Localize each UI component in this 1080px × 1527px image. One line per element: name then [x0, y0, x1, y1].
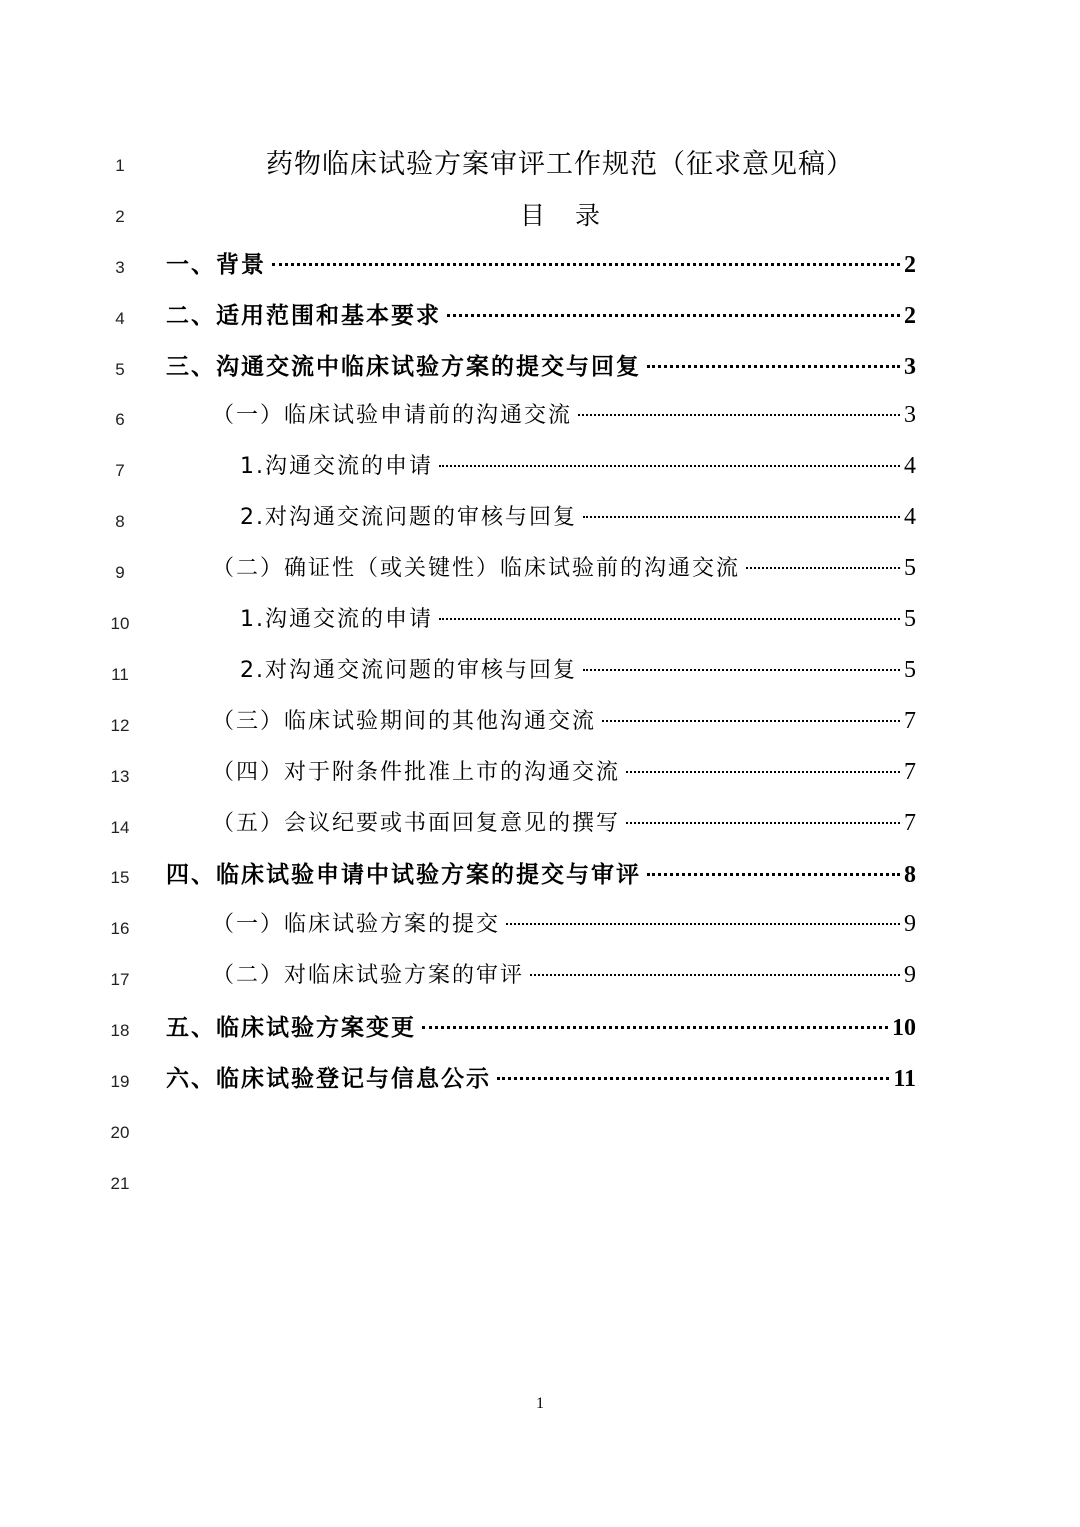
line-number: 9 [115, 563, 125, 582]
toc-entry-page: 3 [904, 354, 916, 380]
toc-entry-page: 10 [892, 1015, 916, 1041]
toc-entry-page: 5 [904, 606, 916, 632]
toc-entry[interactable] [166, 1009, 916, 1043]
line-number: 11 [111, 665, 129, 684]
toc-entry-label: （一）临床试验申请前的沟通交流 [212, 403, 573, 428]
toc-entry-page: 7 [904, 810, 916, 836]
dot-leader [626, 771, 900, 773]
toc-entry-page: 3 [904, 402, 916, 428]
line-number: 17 [110, 970, 130, 989]
toc-heading: 目录 [519, 201, 630, 230]
toc-entry-label: 一、背景 [166, 252, 266, 278]
toc-entry[interactable] [166, 348, 916, 382]
dot-leader [497, 1077, 889, 1080]
toc-entry-page: 7 [904, 759, 916, 785]
dot-leader [506, 923, 900, 925]
toc-entry[interactable] [212, 704, 916, 738]
line-number: 6 [115, 410, 125, 429]
dot-leader [647, 365, 900, 368]
toc-entry-label: 三、沟通交流中临床试验方案的提交与回复 [166, 354, 641, 380]
line-number: 5 [115, 360, 125, 379]
toc-entry[interactable] [240, 602, 916, 636]
toc-entry[interactable] [166, 1060, 916, 1094]
dot-leader [530, 974, 900, 976]
toc-entry-page: 5 [904, 555, 916, 581]
toc-entry-label: 二、适用范围和基本要求 [166, 303, 441, 329]
toc-entry[interactable] [212, 958, 916, 992]
toc-entry-page: 7 [904, 708, 916, 734]
toc-entry-page: 11 [893, 1066, 916, 1092]
line-number: 20 [110, 1123, 130, 1142]
line-number: 7 [115, 461, 125, 480]
dot-leader [578, 414, 900, 416]
toc-entry-page: 2 [904, 252, 916, 278]
toc-entry[interactable] [166, 246, 916, 280]
line-number: 10 [110, 614, 130, 633]
dot-leader [746, 567, 900, 569]
toc-entry[interactable] [166, 297, 916, 331]
toc-entry-page: 2 [904, 303, 916, 329]
toc-entry[interactable] [212, 907, 916, 941]
toc-entry[interactable] [240, 449, 916, 483]
dot-leader [439, 618, 900, 620]
dot-leader [447, 314, 900, 317]
toc-entry-label: 1.沟通交流的申请 [240, 607, 433, 632]
page-number-footer: 1 [536, 1395, 544, 1412]
dot-leader [602, 720, 900, 722]
dot-leader [583, 669, 900, 671]
line-number: 8 [115, 512, 125, 531]
toc-entry-page: 8 [904, 862, 916, 888]
dot-leader [422, 1026, 888, 1029]
line-number: 18 [110, 1021, 130, 1040]
dot-leader [583, 516, 900, 518]
line-number: 15 [110, 868, 130, 887]
line-number: 14 [110, 818, 130, 837]
toc-entry-label: 四、临床试验申请中试验方案的提交与审评 [166, 862, 641, 888]
dot-leader [647, 873, 900, 876]
toc-entry-page: 9 [904, 962, 916, 988]
line-number: 4 [115, 309, 125, 328]
line-number: 19 [110, 1072, 130, 1091]
toc-entry-label: 2.对沟通交流问题的审核与回复 [240, 505, 577, 530]
toc-entry[interactable] [212, 806, 916, 840]
toc-entry-label: （五）会议纪要或书面回复意见的撰写 [212, 811, 621, 836]
toc-entry-label: （二）确证性（或关键性）临床试验前的沟通交流 [212, 556, 741, 581]
toc-entry-page: 4 [904, 504, 916, 530]
line-number: 13 [110, 767, 130, 786]
toc-entry-page: 5 [904, 657, 916, 683]
toc-entry-label: （三）临床试验期间的其他沟通交流 [212, 709, 597, 734]
toc-entry-label: 2.对沟通交流问题的审核与回复 [240, 658, 577, 683]
line-number: 12 [110, 716, 130, 735]
toc-entry-label: 五、临床试验方案变更 [166, 1015, 416, 1041]
dot-leader [626, 822, 900, 824]
toc-entry[interactable] [240, 500, 916, 534]
toc-entry-label: 1.沟通交流的申请 [240, 454, 433, 479]
toc-entry-page: 4 [904, 453, 916, 479]
line-number: 1 [115, 156, 125, 175]
document-title: 药物临床试验方案审评工作规范（征求意见稿） [266, 149, 854, 180]
toc-entry[interactable] [166, 856, 916, 890]
toc-entry-page: 9 [904, 911, 916, 937]
line-number: 16 [110, 919, 130, 938]
toc-entry-label: （一）临床试验方案的提交 [212, 912, 501, 937]
toc-entry-label: （四）对于附条件批准上市的沟通交流 [212, 760, 621, 785]
toc-entry[interactable] [212, 398, 916, 432]
toc-entry-label: （二）对临床试验方案的审评 [212, 963, 525, 988]
dot-leader [272, 263, 900, 266]
line-number: 3 [115, 258, 125, 277]
dot-leader [439, 465, 900, 467]
line-number: 2 [115, 207, 125, 226]
line-number: 21 [110, 1174, 130, 1193]
toc-entry[interactable] [240, 653, 916, 687]
toc-entry[interactable] [212, 755, 916, 789]
toc-entry-label: 六、临床试验登记与信息公示 [166, 1066, 491, 1092]
toc-entry[interactable] [212, 551, 916, 585]
